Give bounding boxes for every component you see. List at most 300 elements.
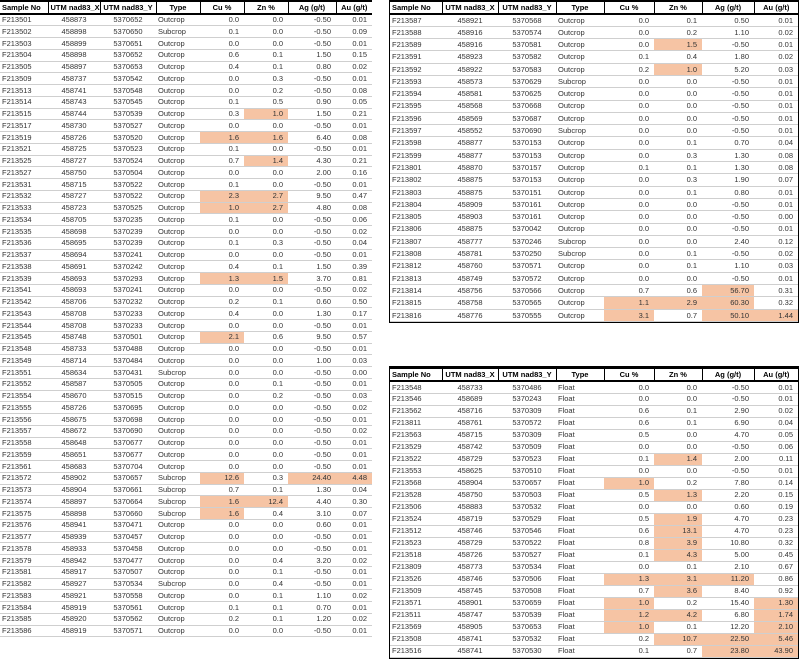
cell-ag: 15.40 <box>702 597 754 609</box>
table-row <box>390 633 798 645</box>
column-header-zn: Zn % <box>654 1 702 14</box>
table-row <box>0 308 372 320</box>
cell-zn: 0.7 <box>654 309 702 321</box>
cell-type: Outcrop <box>156 402 200 414</box>
cell-utm-y: 5370510 <box>498 465 556 477</box>
cell-au: 0.47 <box>336 190 372 202</box>
cell-ag: 1.00 <box>288 355 336 367</box>
cell-zn: 0.0 <box>244 143 288 155</box>
cell-au: 0.30 <box>336 496 372 508</box>
cell-cu: 1.0 <box>200 202 244 214</box>
cell-zn: 1.4 <box>654 453 702 465</box>
column-header-ag: Ag (g/t) <box>702 368 754 381</box>
cell-type: Outcrop <box>556 174 604 186</box>
cell-utm-x: 458683 <box>48 461 100 473</box>
cell-utm-x: 458746 <box>442 573 498 585</box>
cell-utm-x: 458748 <box>48 331 100 343</box>
cell-utm-x: 458691 <box>48 261 100 273</box>
cell-type: Outcrop <box>156 625 200 637</box>
table-row <box>0 378 372 390</box>
cell-cu: 0.0 <box>604 272 654 284</box>
cell-utm-x: 458902 <box>48 472 100 484</box>
cell-sample-no: F213544 <box>0 320 48 332</box>
cell-cu: 0.0 <box>200 249 244 261</box>
cell-type: Outcrop <box>556 51 604 63</box>
cell-au: 0.04 <box>754 137 798 149</box>
cell-utm-x: 458933 <box>48 543 100 555</box>
cell-type: Float <box>556 633 604 645</box>
cell-utm-y: 5370246 <box>498 235 556 247</box>
cell-sample-no: F213561 <box>0 461 48 473</box>
cell-type: Subcrop <box>556 125 604 137</box>
cell-type: Outcrop <box>556 272 604 284</box>
cell-sample-no: F213548 <box>390 381 442 393</box>
cell-ag: 11.20 <box>702 573 754 585</box>
cell-zn: 0.1 <box>244 378 288 390</box>
cell-cu: 0.7 <box>200 155 244 167</box>
cell-utm-y: 5370457 <box>100 531 156 543</box>
cell-sample-no: F213579 <box>0 555 48 567</box>
cell-utm-x: 458744 <box>48 108 100 120</box>
cell-type: Subcrop <box>156 578 200 590</box>
column-header-zn: Zn % <box>244 1 288 14</box>
cell-utm-y: 5370241 <box>100 284 156 296</box>
cell-cu: 0.0 <box>604 441 654 453</box>
cell-au: 0.01 <box>336 578 372 590</box>
cell-sample-no: F213571 <box>390 597 442 609</box>
cell-utm-y: 5370698 <box>100 414 156 426</box>
cell-sample-no: F213522 <box>390 453 442 465</box>
cell-sample-no: F213516 <box>390 645 442 657</box>
cell-ag: 2.20 <box>702 489 754 501</box>
cell-utm-x: 458708 <box>48 308 100 320</box>
cell-ag: 1.80 <box>702 51 754 63</box>
cell-ag: 2.40 <box>702 235 754 247</box>
table-row <box>0 555 372 567</box>
assay-table-top-right <box>390 0 798 322</box>
cell-type: Outcrop <box>156 414 200 426</box>
cell-au: 0.11 <box>754 453 798 465</box>
cell-cu: 0.0 <box>604 186 654 198</box>
cell-au: 0.92 <box>754 585 798 597</box>
table-row <box>390 453 798 465</box>
cell-type: Float <box>556 465 604 477</box>
cell-zn: 0.1 <box>654 561 702 573</box>
cell-cu: 0.0 <box>604 381 654 393</box>
cell-sample-no: F213532 <box>0 190 48 202</box>
cell-utm-x: 458742 <box>442 441 498 453</box>
cell-cu: 0.0 <box>604 100 654 112</box>
cell-type: Outcrop <box>156 237 200 249</box>
cell-type: Float <box>556 513 604 525</box>
cell-utm-y: 5370501 <box>100 331 156 343</box>
column-header-cu: Cu % <box>604 368 654 381</box>
cell-sample-no: F213504 <box>0 49 48 61</box>
cell-utm-y: 5370652 <box>100 14 156 26</box>
cell-sample-no: F213546 <box>390 393 442 405</box>
cell-au: 0.01 <box>336 437 372 449</box>
table-row <box>0 320 372 332</box>
cell-type: Outcrop <box>156 273 200 285</box>
cell-type: Outcrop <box>556 14 604 26</box>
cell-utm-y: 5370651 <box>100 38 156 50</box>
cell-type: Outcrop <box>156 143 200 155</box>
cell-sample-no: F213531 <box>0 179 48 191</box>
cell-utm-y: 5370241 <box>100 249 156 261</box>
cell-sample-no: F213593 <box>390 75 442 87</box>
cell-utm-y: 5370484 <box>100 355 156 367</box>
cell-type: Outcrop <box>556 260 604 272</box>
cell-type: Outcrop <box>156 519 200 531</box>
cell-utm-y: 5370151 <box>498 186 556 198</box>
cell-zn: 0.1 <box>654 621 702 633</box>
table-row <box>390 501 798 513</box>
cell-ag: -0.50 <box>288 14 336 26</box>
table-row <box>0 38 372 50</box>
cell-type: Outcrop <box>156 179 200 191</box>
cell-au: 0.67 <box>754 561 798 573</box>
table-row <box>0 14 372 26</box>
column-header-type: Type <box>556 368 604 381</box>
table-row <box>0 167 372 179</box>
cell-sample-no: F213539 <box>0 273 48 285</box>
cell-utm-x: 458741 <box>442 645 498 657</box>
cell-au: 0.08 <box>336 132 372 144</box>
cell-cu: 0.0 <box>604 211 654 223</box>
cell-zn: 0.0 <box>244 449 288 461</box>
cell-type: Outcrop <box>556 39 604 51</box>
cell-sample-no: F213575 <box>0 508 48 520</box>
cell-utm-y: 5370571 <box>100 625 156 637</box>
cell-utm-x: 458897 <box>48 61 100 73</box>
cell-utm-y: 5370704 <box>100 461 156 473</box>
cell-utm-x: 458568 <box>442 100 498 112</box>
table-row <box>390 39 798 51</box>
table-row <box>0 179 372 191</box>
cell-ag: 0.80 <box>702 186 754 198</box>
cell-type: Float <box>556 537 604 549</box>
cell-au: 0.04 <box>336 484 372 496</box>
cell-ag: 10.80 <box>702 537 754 549</box>
cell-au: 0.02 <box>336 226 372 238</box>
cell-type: Float <box>556 621 604 633</box>
cell-utm-x: 458730 <box>48 120 100 132</box>
cell-utm-x: 458904 <box>48 484 100 496</box>
cell-ag: 1.50 <box>288 49 336 61</box>
cell-ag: 3.10 <box>288 508 336 520</box>
table-row <box>0 543 372 555</box>
cell-au: 0.02 <box>336 590 372 602</box>
cell-type: Outcrop <box>556 137 604 149</box>
cell-sample-no: F213545 <box>0 331 48 343</box>
cell-sample-no: F213594 <box>390 88 442 100</box>
cell-ag: -0.50 <box>288 179 336 191</box>
cell-sample-no: F213581 <box>0 566 48 578</box>
cell-sample-no: F213585 <box>0 613 48 625</box>
cell-zn: 0.3 <box>244 237 288 249</box>
table-row <box>0 355 372 367</box>
cell-cu: 0.2 <box>604 63 654 75</box>
cell-au: 0.01 <box>754 465 798 477</box>
cell-zn: 0.1 <box>654 417 702 429</box>
cell-cu: 0.1 <box>200 179 244 191</box>
cell-sample-no: F213559 <box>0 449 48 461</box>
cell-cu: 0.0 <box>200 14 244 26</box>
cell-utm-y: 5370239 <box>100 237 156 249</box>
cell-utm-x: 458741 <box>48 85 100 97</box>
cell-type: Outcrop <box>156 214 200 226</box>
column-header-au: Au (g/t) <box>754 1 798 14</box>
cell-utm-x: 458715 <box>48 179 100 191</box>
assay-table-bottom-right <box>390 367 798 658</box>
cell-zn: 13.1 <box>654 525 702 537</box>
cell-utm-y: 5370561 <box>100 602 156 614</box>
cell-utm-x: 458760 <box>442 260 498 272</box>
table-row <box>0 261 372 273</box>
cell-ag: 6.40 <box>288 132 336 144</box>
table-row <box>390 211 798 223</box>
cell-utm-y: 5370250 <box>498 248 556 260</box>
cell-sample-no: F213551 <box>0 367 48 379</box>
cell-type: Outcrop <box>156 449 200 461</box>
cell-zn: 0.4 <box>654 51 702 63</box>
cell-ag: 3.20 <box>288 555 336 567</box>
cell-utm-x: 458939 <box>48 531 100 543</box>
cell-sample-no: F213576 <box>0 519 48 531</box>
cell-au: 0.01 <box>336 179 372 191</box>
column-header-utm-x: UTM nad83_X <box>48 1 100 14</box>
cell-utm-y: 5370525 <box>100 202 156 214</box>
cell-ag: 1.50 <box>288 108 336 120</box>
cell-utm-x: 458695 <box>48 237 100 249</box>
cell-utm-y: 5370153 <box>498 174 556 186</box>
table-row <box>0 49 372 61</box>
cell-zn: 0.0 <box>244 308 288 320</box>
cell-au: 0.01 <box>754 112 798 124</box>
cell-sample-no: F213812 <box>390 260 442 272</box>
cell-au: 0.01 <box>754 75 798 87</box>
cell-au: 0.01 <box>336 543 372 555</box>
cell-au: 0.23 <box>754 525 798 537</box>
cell-utm-x: 458921 <box>48 590 100 602</box>
column-header-type: Type <box>556 1 604 14</box>
cell-utm-x: 458905 <box>442 621 498 633</box>
cell-cu: 0.0 <box>200 566 244 578</box>
cell-cu: 0.0 <box>604 235 654 247</box>
cell-sample-no: F213552 <box>0 378 48 390</box>
cell-type: Outcrop <box>156 343 200 355</box>
cell-utm-x: 458725 <box>48 143 100 155</box>
cell-utm-x: 458923 <box>442 51 498 63</box>
table-row <box>390 75 798 87</box>
cell-zn: 0.0 <box>654 112 702 124</box>
cell-sample-no: F213805 <box>390 211 442 223</box>
cell-sample-no: F213553 <box>390 465 442 477</box>
cell-utm-x: 458729 <box>442 453 498 465</box>
cell-ag: -0.50 <box>288 449 336 461</box>
cell-sample-no: F213509 <box>390 585 442 597</box>
table-row <box>0 484 372 496</box>
cell-ag: 4.70 <box>702 513 754 525</box>
cell-ag: 0.70 <box>288 602 336 614</box>
cell-sample-no: F213558 <box>0 437 48 449</box>
cell-zn: 0.3 <box>654 174 702 186</box>
cell-au: 1.44 <box>754 309 798 321</box>
cell-ag: 1.30 <box>288 484 336 496</box>
cell-type: Outcrop <box>556 100 604 112</box>
cell-ag: 24.40 <box>288 472 336 484</box>
table-row <box>390 260 798 272</box>
cell-cu: 0.1 <box>604 162 654 174</box>
cell-ag: -0.50 <box>702 248 754 260</box>
cell-au: 0.01 <box>336 531 372 543</box>
cell-ag: -0.50 <box>288 414 336 426</box>
table-row <box>390 645 798 657</box>
cell-au: 0.21 <box>336 155 372 167</box>
table-row <box>0 61 372 73</box>
cell-zn: 1.4 <box>244 155 288 167</box>
cell-utm-y: 5370548 <box>100 85 156 97</box>
cell-zn: 0.0 <box>244 543 288 555</box>
cell-zn: 0.1 <box>654 186 702 198</box>
table-row <box>0 367 372 379</box>
cell-au: 0.02 <box>336 284 372 296</box>
cell-cu: 0.0 <box>200 437 244 449</box>
cell-zn: 0.0 <box>244 402 288 414</box>
cell-zn: 0.0 <box>244 531 288 543</box>
cell-ag: -0.50 <box>288 320 336 332</box>
cell-sample-no: F213573 <box>0 484 48 496</box>
cell-utm-x: 458726 <box>48 132 100 144</box>
table-row <box>0 508 372 520</box>
cell-type: Outcrop <box>156 190 200 202</box>
cell-cu: 0.0 <box>200 531 244 543</box>
table-row <box>0 519 372 531</box>
cell-utm-x: 458897 <box>48 496 100 508</box>
cell-utm-y: 5370153 <box>498 149 556 161</box>
cell-type: Outcrop <box>156 378 200 390</box>
cell-sample-no: F213521 <box>0 143 48 155</box>
cell-ag: -0.50 <box>702 39 754 51</box>
cell-type: Subcrop <box>156 484 200 496</box>
cell-utm-x: 458758 <box>442 297 498 309</box>
cell-ag: -0.50 <box>702 441 754 453</box>
cell-utm-y: 5370659 <box>498 597 556 609</box>
cell-ag: -0.50 <box>288 214 336 226</box>
cell-utm-y: 5370235 <box>100 214 156 226</box>
cell-utm-y: 5370527 <box>100 120 156 132</box>
cell-zn: 0.0 <box>654 465 702 477</box>
cell-type: Outcrop <box>556 198 604 210</box>
cell-zn: 1.9 <box>654 513 702 525</box>
cell-zn: 0.1 <box>244 613 288 625</box>
cell-au: 0.01 <box>754 272 798 284</box>
cell-utm-y: 5370571 <box>498 260 556 272</box>
cell-zn: 0.1 <box>244 566 288 578</box>
cell-zn: 0.3 <box>244 73 288 85</box>
cell-sample-no: F213528 <box>390 489 442 501</box>
cell-utm-x: 458875 <box>442 174 498 186</box>
cell-type: Outcrop <box>156 296 200 308</box>
cell-ag: -0.50 <box>288 402 336 414</box>
cell-ag: -0.50 <box>702 100 754 112</box>
cell-utm-y: 5370657 <box>100 472 156 484</box>
cell-au: 0.03 <box>754 63 798 75</box>
cell-utm-y: 5370309 <box>498 405 556 417</box>
table-row <box>0 602 372 614</box>
cell-utm-y: 5370505 <box>100 378 156 390</box>
cell-ag: 56.70 <box>702 285 754 297</box>
cell-utm-x: 458552 <box>442 125 498 137</box>
cell-utm-y: 5370309 <box>498 429 556 441</box>
cell-utm-x: 458698 <box>48 226 100 238</box>
table-row <box>390 525 798 537</box>
cell-utm-x: 458719 <box>442 513 498 525</box>
cell-utm-x: 458648 <box>48 437 100 449</box>
cell-au: 0.07 <box>754 174 798 186</box>
cell-utm-x: 458899 <box>48 38 100 50</box>
cell-sample-no: F213597 <box>390 125 442 137</box>
cell-ag: -0.50 <box>702 381 754 393</box>
cell-cu: 0.1 <box>200 214 244 226</box>
table-row <box>0 143 372 155</box>
cell-utm-x: 458750 <box>48 167 100 179</box>
cell-utm-x: 458723 <box>48 202 100 214</box>
cell-cu: 0.0 <box>200 120 244 132</box>
cell-au: 0.21 <box>336 108 372 120</box>
cell-type: Outcrop <box>156 590 200 602</box>
table-row <box>0 296 372 308</box>
table-row <box>0 202 372 214</box>
cell-utm-y: 5370042 <box>498 223 556 235</box>
table-row <box>0 625 372 637</box>
cell-utm-x: 458726 <box>48 402 100 414</box>
cell-zn: 12.4 <box>244 496 288 508</box>
cell-sample-no: F213523 <box>390 537 442 549</box>
cell-ag: -0.50 <box>288 343 336 355</box>
table-row <box>0 120 372 132</box>
table-row <box>0 590 372 602</box>
cell-utm-x: 458737 <box>48 73 100 85</box>
column-header-utm-y: UTM nad83_Y <box>498 368 556 381</box>
cell-utm-x: 458693 <box>48 284 100 296</box>
cell-sample-no: F213519 <box>0 132 48 144</box>
cell-au: 0.01 <box>754 100 798 112</box>
cell-zn: 0.0 <box>654 125 702 137</box>
cell-ag: 0.90 <box>288 96 336 108</box>
cell-utm-x: 458883 <box>442 501 498 513</box>
cell-zn: 3.6 <box>654 585 702 597</box>
cell-sample-no: F213515 <box>0 108 48 120</box>
cell-au: 0.02 <box>336 402 372 414</box>
cell-ag: 1.10 <box>288 590 336 602</box>
cell-utm-y: 5370582 <box>498 51 556 63</box>
cell-cu: 0.0 <box>604 174 654 186</box>
cell-ag: 4.70 <box>702 525 754 537</box>
cell-type: Outcrop <box>156 120 200 132</box>
column-header-cu: Cu % <box>200 1 244 14</box>
cell-zn: 0.0 <box>654 75 702 87</box>
column-header-ag: Ag (g/t) <box>288 1 336 14</box>
table-row <box>390 597 798 609</box>
cell-zn: 0.6 <box>244 331 288 343</box>
cell-type: Outcrop <box>156 555 200 567</box>
table-row <box>390 285 798 297</box>
cell-utm-x: 458733 <box>442 381 498 393</box>
cell-utm-x: 458761 <box>442 417 498 429</box>
cell-ag: -0.50 <box>288 226 336 238</box>
cell-ag: 4.30 <box>288 155 336 167</box>
